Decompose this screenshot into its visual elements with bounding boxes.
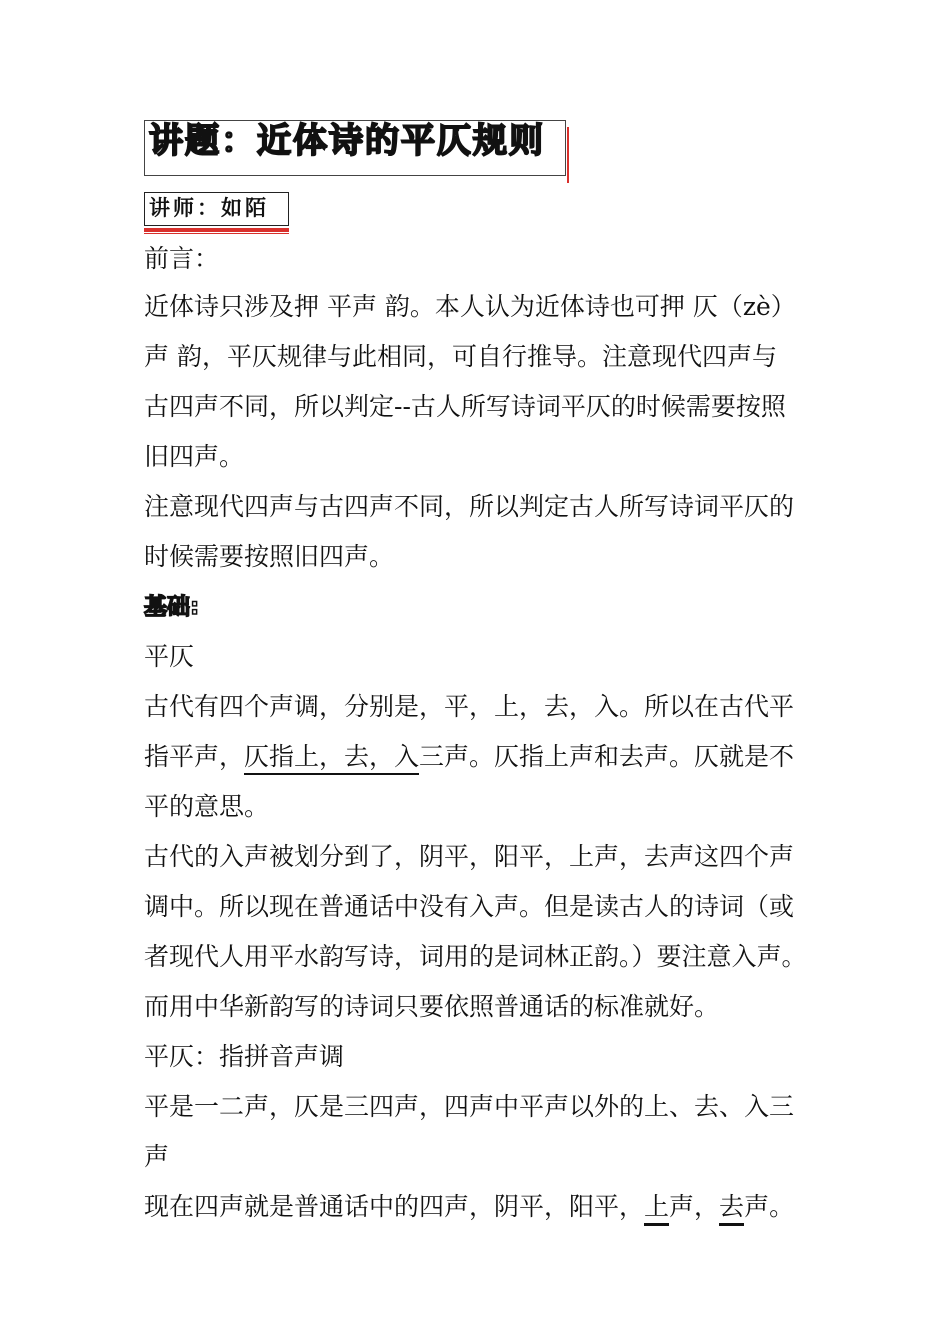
paragraph-7-mid: 声，	[669, 1192, 720, 1221]
lecturer-red-underline	[144, 228, 289, 232]
pingze-label: 平仄	[144, 642, 195, 671]
paragraph-2-line-1: 注意现代四声与古四声不同，所以判定古人所写诗词平仄的	[144, 492, 795, 521]
paragraph-6-line-2: 声	[144, 1142, 170, 1171]
paragraph-2-line-2: 时候需要按照旧四声。	[144, 542, 395, 571]
paragraph-3-line-2-start: 指平声，	[144, 742, 245, 771]
paragraph-4-line-2: 调中。所以现在普通话中没有入声。但是读古人的诗词（或	[144, 892, 795, 921]
lecturer-label: 讲师：如陌	[149, 196, 269, 220]
lecturer-box	[144, 192, 289, 226]
paragraph-7-end: 声。	[744, 1192, 795, 1221]
paragraph-3-line-3: 平的意思。	[144, 792, 270, 821]
page-title: 讲题：近体诗的平仄规则	[149, 121, 545, 161]
preface-label: 前言：	[144, 244, 220, 273]
paragraph-6-line-1: 平是一二声，仄是三四声，四声中平声以外的上、去、入三	[144, 1092, 795, 1121]
paragraph-7-line-1	[144, 1192, 794, 1222]
paragraph-4-line-4: 而用中华新韵写的诗词只要依照普通话的标准就好。	[144, 992, 720, 1021]
paragraph-7-underlined-shang: 上	[644, 1192, 669, 1226]
paragraph-7-underlined-qu: 去	[719, 1192, 744, 1226]
paragraph-3-line-1: 古代有四个声调，分别是，平，上，去，入。所以在古代平	[144, 692, 795, 721]
title-red-edge	[567, 127, 569, 183]
paragraph-3-line-2	[144, 742, 794, 772]
paragraph-1-line-4: 旧四声。	[144, 442, 245, 471]
paragraph-1-line-2: 声 韵，平仄规律与此相同，可自行推导。注意现代四声与	[144, 342, 777, 371]
paragraph-3-underlined-phrase: 仄指上，去，入	[244, 742, 419, 775]
paragraph-3-line-2-end: 三声。仄指上声和去声。仄就是不	[419, 742, 795, 771]
paragraph-4-line-1: 古代的入声被划分到了，阴平，阳平，上声，去声这四个声	[144, 842, 795, 871]
paragraph-7-start: 现在四声就是普通话中的四声，阴平，阳平，	[144, 1192, 645, 1221]
title-box	[144, 120, 566, 176]
basics-heading: 基础:	[144, 594, 200, 620]
paragraph-5-label: 平仄：指拼音声调	[144, 1042, 345, 1071]
paragraph-1-line-3: 古四声不同，所以判定--古人所写诗词平仄的时候需要按照	[144, 392, 786, 421]
paragraph-1-line-1: 近体诗只涉及押 平声 韵。本人认为近体诗也可押 仄（zè）	[144, 292, 796, 321]
paragraph-4-line-3: 者现代人用平水韵写诗，词用的是词林正韵。）要注意入声。	[144, 942, 807, 971]
lecturer-red-underline-thin	[144, 233, 289, 234]
